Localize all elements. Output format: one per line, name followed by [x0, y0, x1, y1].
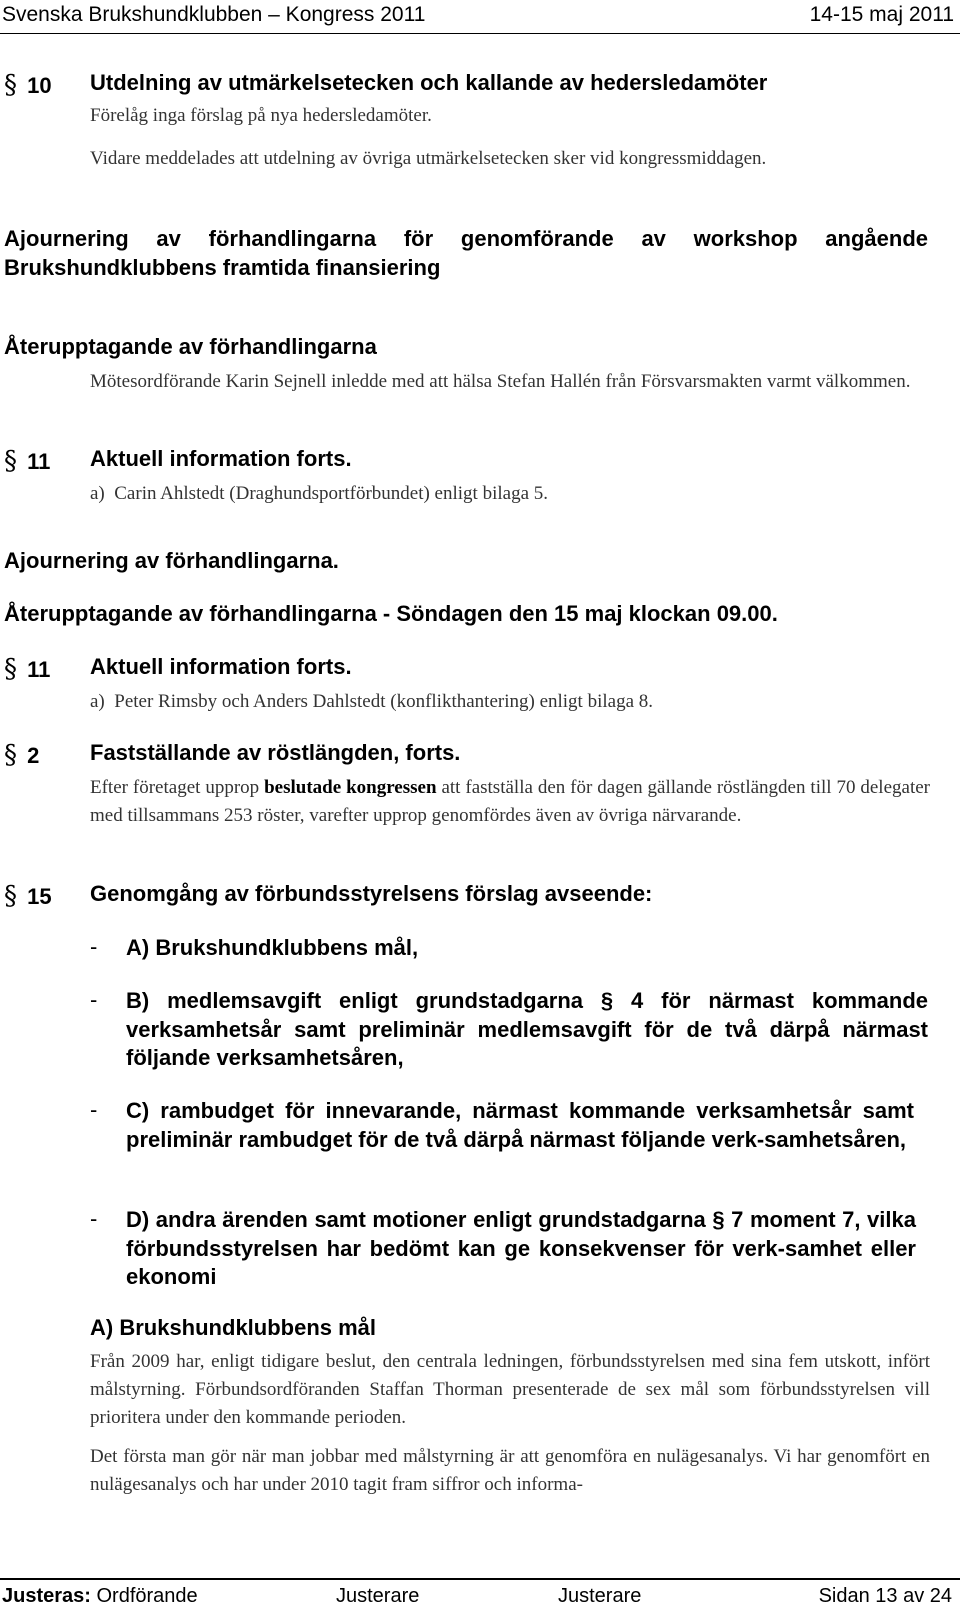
list-dash: -: [90, 934, 98, 959]
resumption-heading-2: Återupptagande av förhandlingarna - Söndagen den 15 maj klockan 09.00.: [4, 601, 778, 626]
footer-chair: Ordförande: [96, 1585, 198, 1607]
section-number: 15: [27, 884, 52, 909]
footer-adjuster-1: Justerare: [336, 1585, 420, 1607]
subsection-paragraph-2: Det första man gör när man jobbar med målstyrning är att genomföra en nulägesanalys. Vi har genomfört en nulägesanalys och har under 2010 tagit fram siffror och informa-: [90, 1446, 930, 1495]
section-title: Genomgång av förbundsstyrelsens förslag avseende:: [90, 881, 653, 906]
section-2-text: [90, 774, 930, 830]
subsection-paragraph-1: Från 2009 har, enligt tidigare beslut, den centrala ledningen, förbundsstyrelsen med sina fem utskott, infört målstyrning. Förbundsordföranden Staffan Thorman presenterade de sex mål som förbundsstyrelsen vill prioritera under den kommande perioden.: [90, 1351, 930, 1428]
list-item: B) medlemsavgift enligt grundstadgarna § 4 för närmast kommande verksamhetsår samt preliminär medlemsavgift för de två därpå närmast följande verksamhetsåren,: [126, 988, 928, 1070]
text-run: att fastställa den för dagen gällande röstlängden till 70 delegater med tillsammans 253 röster, varefter upprop genomfördes även av övriga närvarande.: [90, 777, 930, 826]
section-title: Aktuell information forts.: [90, 446, 352, 471]
header-right: 14-15 maj 2011: [809, 3, 954, 26]
section-number: 11: [27, 449, 51, 474]
subsection-heading: A) Brukshundklubbens mål: [90, 1315, 377, 1340]
section-number: 2: [27, 743, 40, 768]
list-item: C) rambudget för innevarande, närmast kommande verksamhetsår samt preliminär rambudget för de två därpå närmast följande verk-samhetsåren,: [126, 1098, 914, 1152]
footer-adjuster-2: Justerare: [558, 1585, 642, 1607]
header-divider: [0, 33, 960, 34]
section-number: 11: [27, 657, 51, 682]
header-left: Svenska Brukshundklubben – Kongress 2011: [2, 3, 426, 26]
paragraph-symbol: §: [4, 446, 17, 476]
section-2-heading: [4, 740, 461, 770]
page-number: Sidan 13 av 24: [818, 1585, 952, 1607]
list-dash: -: [90, 1097, 98, 1122]
adjournment-heading: Ajournering av förhandlingarna för genomförande av workshop angående Brukshundklubbens framtida finansiering: [4, 226, 928, 280]
list-item: D) andra ärenden samt motioner enligt grundstadgarna § 7 moment 7, vilka förbundsstyrelsen har bedömt kan ge konsekvenser för verk-samhet eller ekonomi: [126, 1207, 916, 1289]
resumption-heading: Återupptagande av förhandlingarna: [4, 334, 377, 359]
paragraph-symbol: §: [4, 740, 17, 770]
list-dash: -: [90, 987, 98, 1012]
list-item: A) Brukshundklubbens mål,: [126, 935, 419, 960]
paragraph-symbol: §: [4, 881, 17, 911]
decision-phrase: beslutade kongressen: [264, 777, 437, 798]
list-dash: -: [90, 1206, 98, 1231]
footer-divider: [0, 1578, 960, 1580]
section-11-heading-2: [4, 654, 352, 684]
section-title: Fastställande av röstlängden, forts.: [90, 740, 461, 765]
adjournment-heading-2: Ajournering av förhandlingarna.: [4, 548, 339, 573]
section-11-heading: [4, 446, 352, 476]
section-title: Aktuell information forts.: [90, 654, 352, 679]
section-10-text-1: Förelåg inga förslag på nya hedersledamöter.: [90, 105, 432, 126]
section-number: 10: [27, 73, 52, 98]
footer-justeras: [2, 1585, 198, 1608]
section-10-text-2: Vidare meddelades att utdelning av övriga utmärkelsetecken sker vid kongressmiddagen.: [90, 148, 767, 169]
section-15-heading: [4, 881, 653, 911]
text-run: Efter företaget upprop: [90, 777, 265, 798]
section-10-heading: [4, 70, 768, 100]
paragraph-symbol: §: [4, 70, 17, 100]
section-11-item-2: a) Peter Rimsby och Anders Dahlstedt (konflikthantering) enligt bilaga 8.: [90, 691, 654, 712]
footer-label: Justeras:: [2, 1585, 91, 1607]
section-title: Utdelning av utmärkelsetecken och kallande av hedersledamöter: [90, 70, 768, 95]
paragraph-symbol: §: [4, 654, 17, 684]
resumption-text: Mötesordförande Karin Sejnell inledde med att hälsa Stefan Hallén från Försvarsmakten varmt välkommen.: [90, 371, 911, 392]
section-11-item: a) Carin Ahlstedt (Draghundsportförbundet) enligt bilaga 5.: [90, 483, 549, 504]
